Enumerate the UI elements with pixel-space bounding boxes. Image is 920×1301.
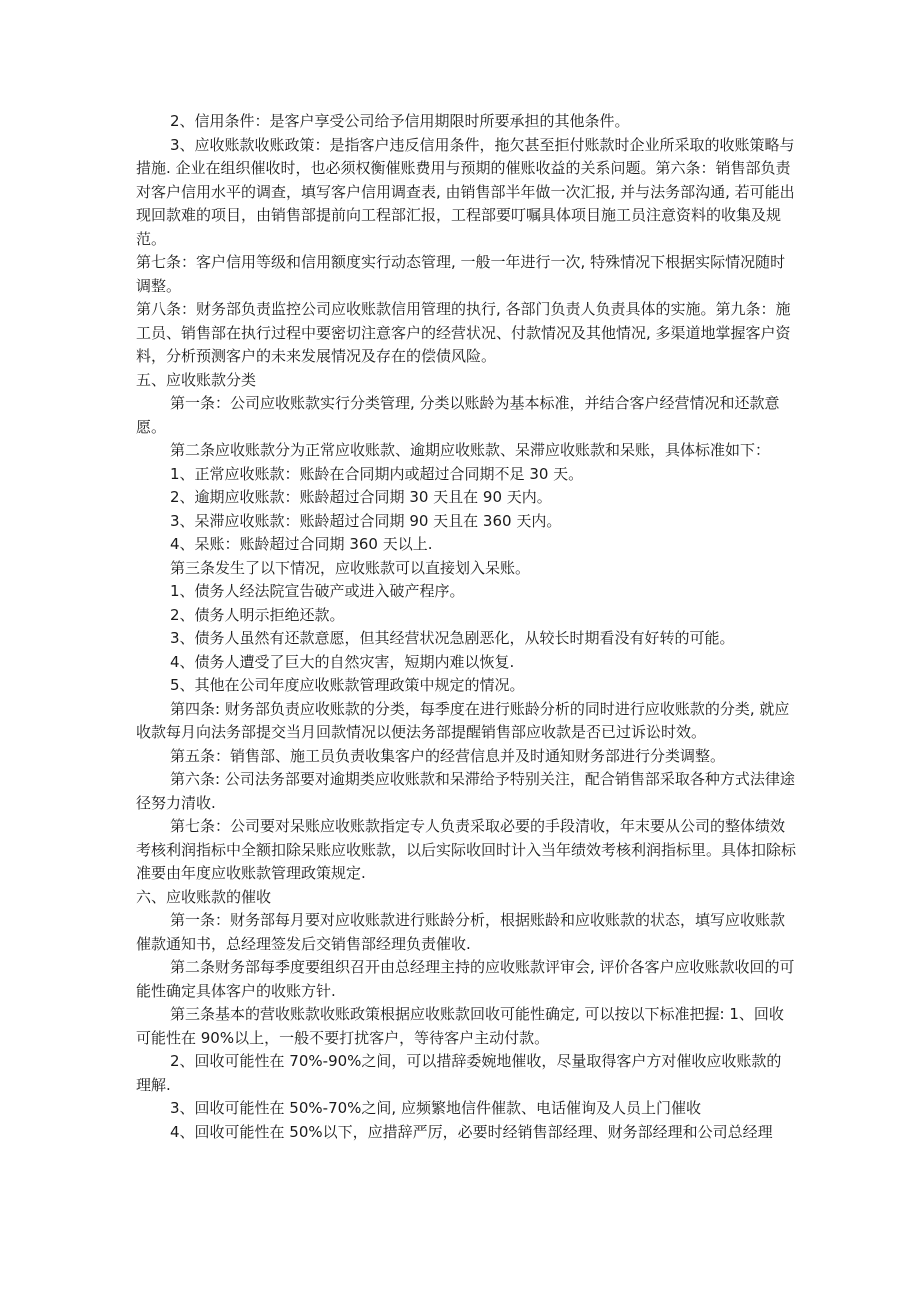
list-item: 3、呆滞应收账款：账龄超过合同期 90 天且在 360 天内。 [170, 511, 562, 530]
paragraph: 第一条：公司应收账款实行分类管理, 分类以账龄为基本标准，并结合客户经营情况和还款意愿。 [136, 394, 780, 436]
paragraph: 第四条: 财务部负责应收账款的分类，每季度在进行账龄分析的同时进行应收账款的分类, 就应收款每月向法务部提交当月回款情况以便法务部提醒销售部应收款是否已过诉讼时效。 [136, 699, 790, 741]
list-item: 5、其他在公司年度应收账款管理政策中规定的情况。 [170, 676, 525, 694]
list-item: 1、债务人经法院宣告破产或进入破产程序。 [170, 582, 465, 600]
list-item: 1、正常应收账款：账龄在合同期内或超过合同期不足 30 天。 [170, 464, 584, 483]
paragraph: 第二条财务部每季度要组织召开由总经理主持的应收账款评审会, 评价各客户应收账款收回的可能性确定具体客户的收账方针. [136, 958, 795, 1000]
paragraph: 第六条: 公司法务部要对逾期类应收账款和呆滞给予特别关注，配合销售部采取各种方式法律途径努力清收. [136, 770, 795, 812]
list-item: 3、债务人虽然有还款意愿，但其经营状况急剧恶化，从较长时期看没有好转的可能。 [170, 629, 735, 647]
paragraph: 第三条基本的营收账款收账政策根据应收账款回收可能性确定, 可以按以下标准把握: 1、回收可能性在 90%以上，一般不要打扰客户，等待客户主动付款。 [136, 1005, 784, 1047]
section-heading-5: 五、应收账款分类 [136, 370, 257, 389]
paragraph: 3、应收账款收账政策：是指客户违反信用条件，拖欠甚至拒付账款时企业所采取的收账策略与措施. 企业在组织催收时，也必须权衡催账费用与预期的催账收益的关系问题。第六条：销售部负责对客户信用水平的调查，填写客户信用调查表, 由销售部半年做一次汇报, 并与法务部沟通, 若可能出现回款难的项目，由销售部提前向工程部汇报，工程部要叮嘱具体项目施工员注意资料的收集及规范。 [136, 135, 795, 248]
list-item: 3、回收可能性在 50%-70%之间, 应频繁地信件催款、电话催询及人员上门催收 [170, 1099, 701, 1117]
list-item: 2、逾期应收账款：账龄超过合同期 30 天且在 90 天内。 [170, 488, 552, 506]
document-page [136, 110, 796, 1144]
list-item: 4、回收可能性在 50%以下，应措辞严厉，必要时经销售部经理、财务部经理和公司总经理 [170, 1122, 773, 1141]
paragraph: 第五条：销售部、施工员负责收集客户的经营信息并及时通知财务部进行分类调整。 [170, 746, 726, 765]
paragraph: 第七条：公司要对呆账应收账款指定专人负责采取必要的手段清收，年末要从公司的整体绩效考核利润指标中全额扣除呆账应收账款，以后实际收回时计入当年绩效考核利润指标里。具体扣除标准要由年度应收账款管理政策规定. [136, 817, 797, 882]
list-item: 4、债务人遭受了巨大的自然灾害，短期内难以恢复. [170, 652, 515, 671]
paragraph: 第一条：财务部每月要对应收账款进行账龄分析，根据账龄和应收账款的状态，填写应收账款催款通知书，总经理签发后交销售部经理负责催收. [136, 911, 786, 953]
list-item: 2、债务人明示拒绝还款。 [170, 605, 345, 624]
article-7: 第七条：客户信用等级和信用额度实行动态管理, 一般一年进行一次, 特殊情况下根据实际情况随时调整。 [136, 253, 786, 295]
paragraph: 2、信用条件：是客户享受公司给予信用期限时所要承担的其他条件。 [170, 112, 630, 130]
paragraph: 第二条应收账款分为正常应收账款、逾期应收账款、呆滞应收账款和呆账，具体标准如下： [170, 441, 771, 459]
paragraph: 第三条发生了以下情况，应收账款可以直接划入呆账。 [170, 558, 531, 577]
list-item: 2、回收可能性在 70%-90%之间，可以措辞委婉地催收，尽量取得客户方对催收应收账款的理解. [136, 1052, 782, 1094]
list-item: 4、呆账：账龄超过合同期 360 天以上. [170, 535, 433, 553]
section-heading-6: 六、应收账款的催收 [136, 887, 272, 906]
article-8: 第八条：财务部负责监控公司应收账款信用管理的执行, 各部门负责人负责具体的实施。第九条：施工员、销售部在执行过程中要密切注意客户的经营状况、付款情况及其他情况, 多渠道地掌握客户资料，分析预测客户的未来发展情况及存在的偿债风险。 [136, 300, 791, 365]
